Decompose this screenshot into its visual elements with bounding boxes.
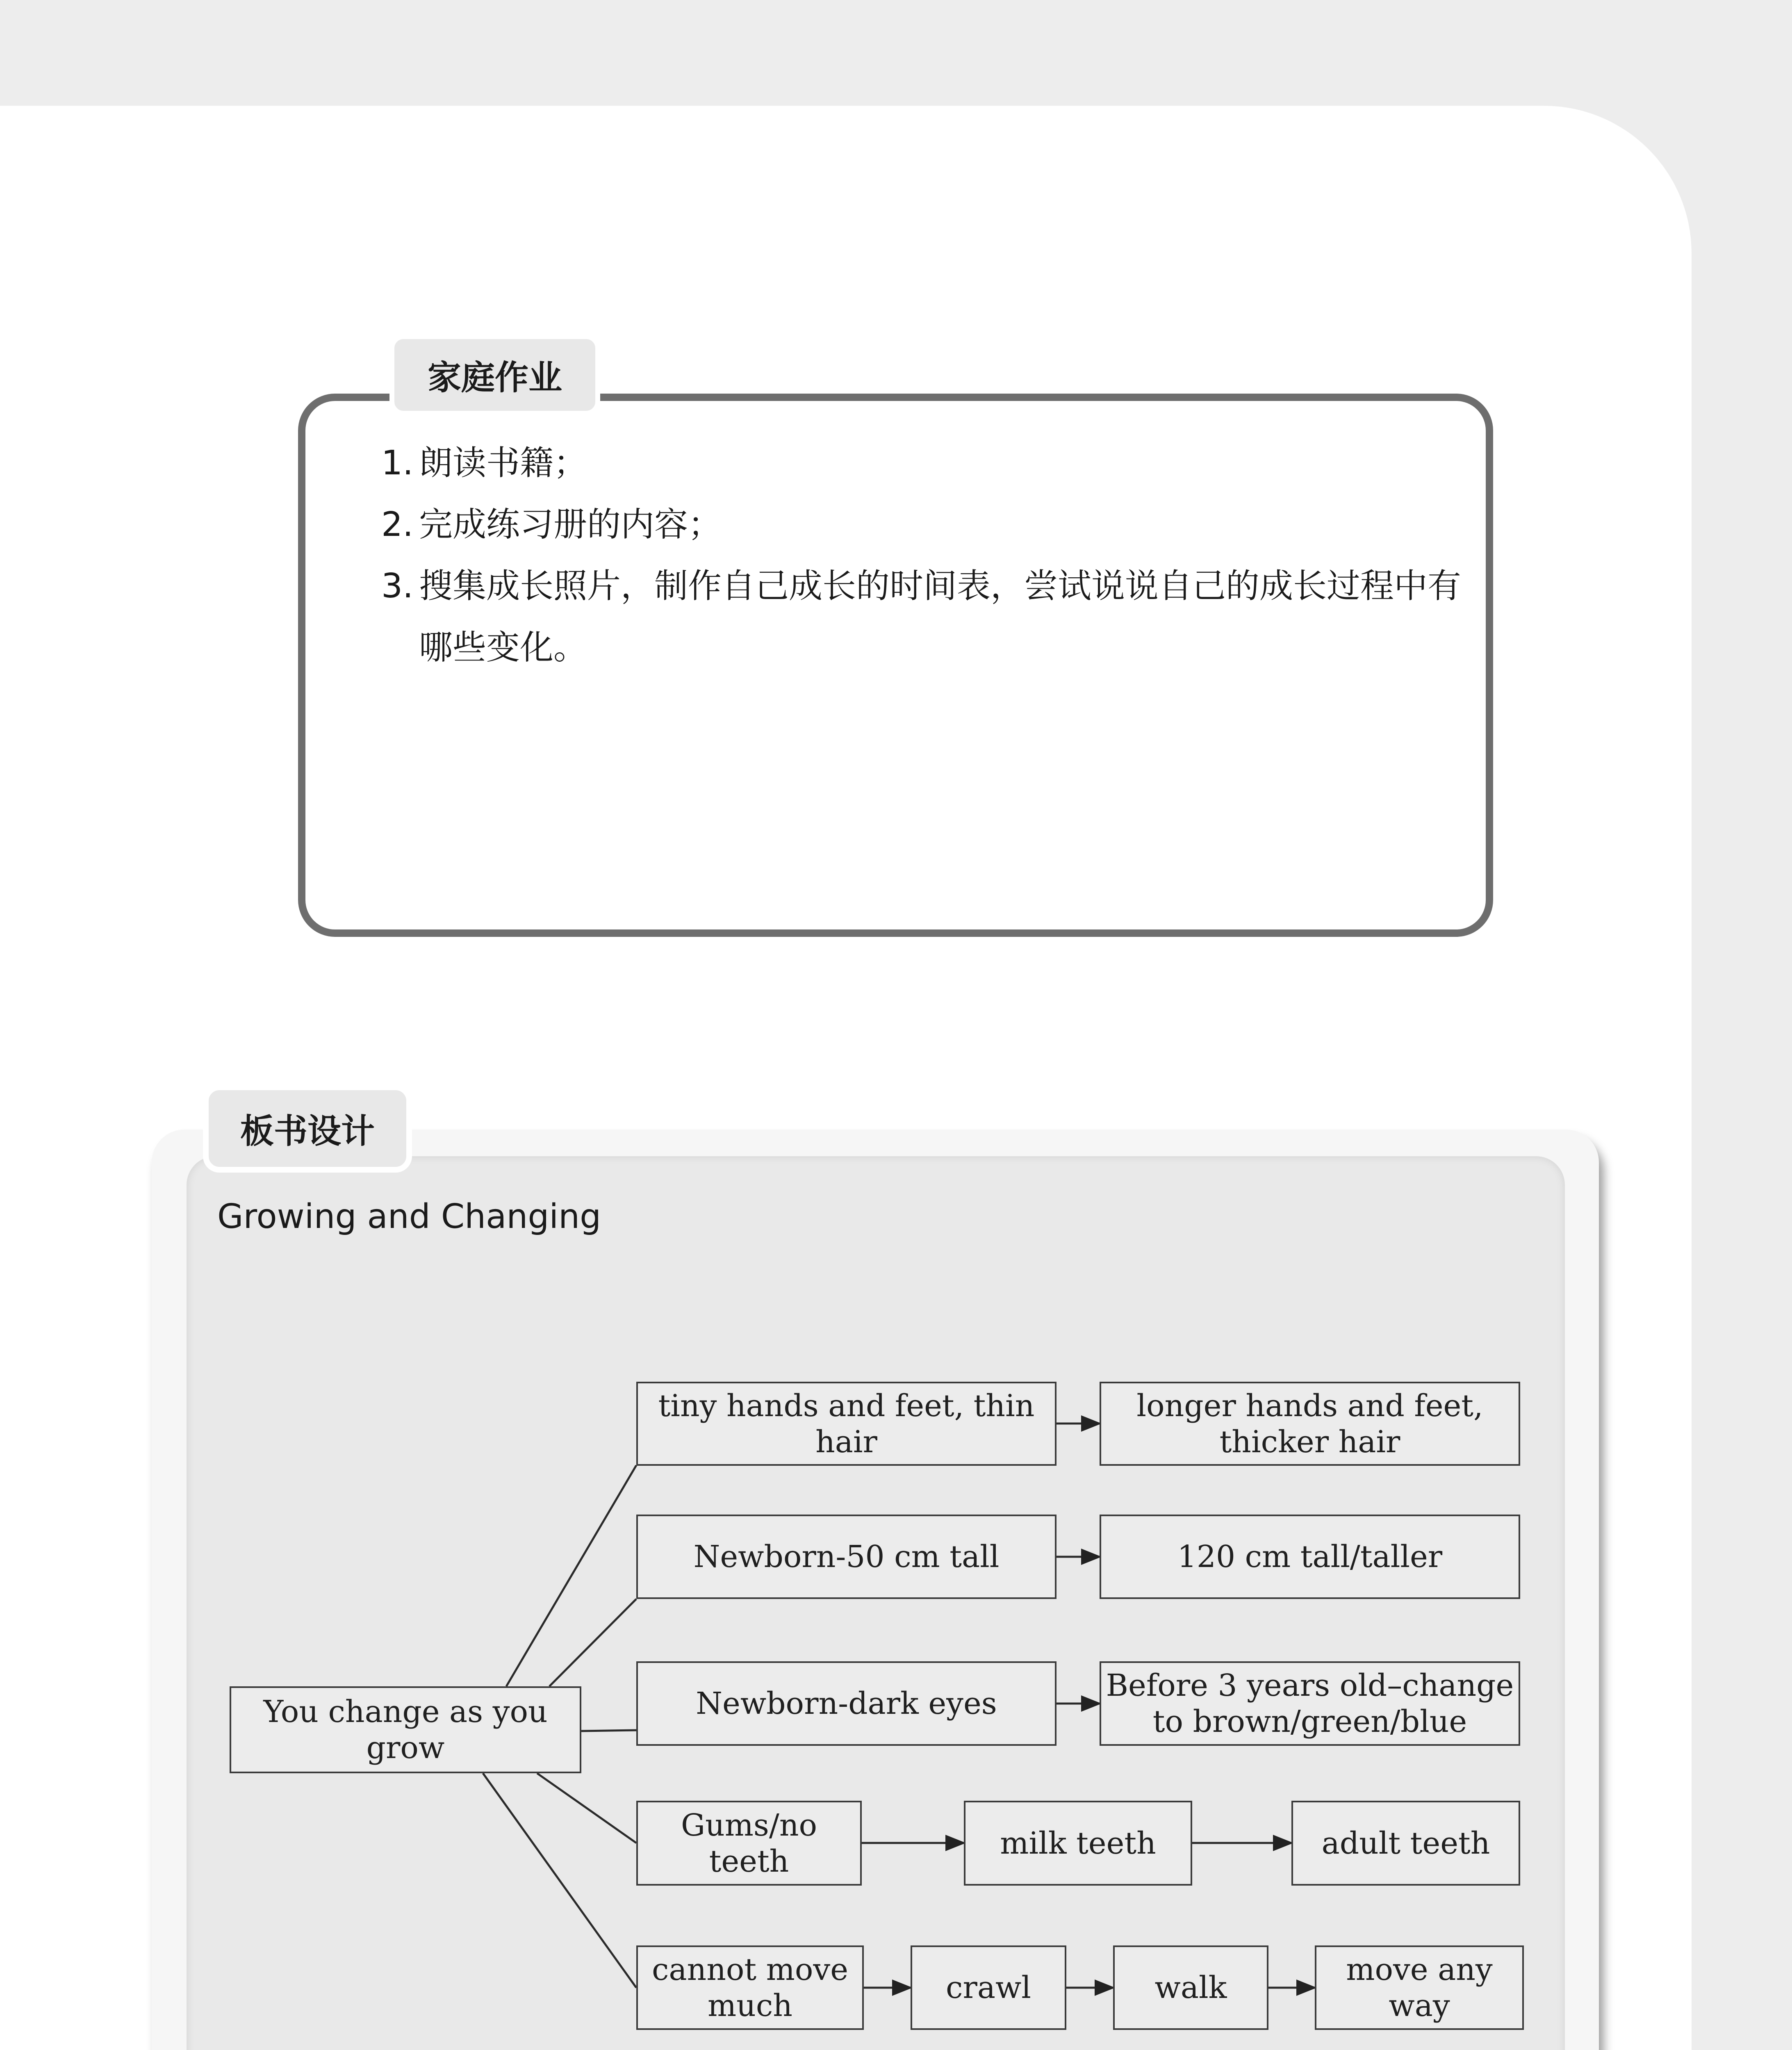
- homework-item: [381, 556, 1464, 679]
- diagram-node: longer hands and feet, thicker hair: [1100, 1382, 1520, 1466]
- diagram-node: walk: [1113, 1945, 1268, 2030]
- diagram-node: crawl: [911, 1945, 1066, 2030]
- diagram-node: Gums/no teeth: [636, 1801, 862, 1886]
- homework-item-number: 3.: [381, 567, 414, 606]
- homework-item-text: 完成练习册的内容；: [419, 505, 722, 544]
- board-design-tab: 板书设计: [203, 1084, 412, 1173]
- diagram-node: tiny hands and feet, thin hair: [636, 1382, 1057, 1466]
- diagram-node: adult teeth: [1291, 1801, 1520, 1886]
- homework-item-number: 2.: [381, 505, 414, 544]
- diagram-node: 120 cm tall/taller: [1100, 1515, 1520, 1599]
- homework-item-number: 1.: [381, 444, 414, 483]
- homework-item: [381, 433, 1464, 494]
- board-surface: [187, 1156, 1565, 2050]
- homework-tab: 家庭作业: [389, 334, 600, 416]
- diagram-node: Newborn-50 cm tall: [636, 1515, 1057, 1599]
- board-title: Growing and Changing: [217, 1197, 601, 1236]
- homework-item-text: 搜集成长照片，制作自己成长的时间表，尝试说说自己的成长过程中有哪些变化。: [419, 567, 1462, 667]
- homework-item: [381, 494, 1464, 556]
- diagram-node: move any way: [1315, 1945, 1524, 2030]
- diagram-root-node: You change as you grow: [230, 1686, 581, 1773]
- diagram-node: milk teeth: [964, 1801, 1192, 1886]
- diagram-node: cannot move much: [636, 1945, 864, 2030]
- diagram-node: Newborn-dark eyes: [636, 1661, 1057, 1746]
- homework-item-text: 朗读书籍；: [419, 444, 587, 483]
- homework-list: [381, 433, 1464, 679]
- diagram-node: Before 3 years old–change to brown/green/blue: [1100, 1661, 1520, 1746]
